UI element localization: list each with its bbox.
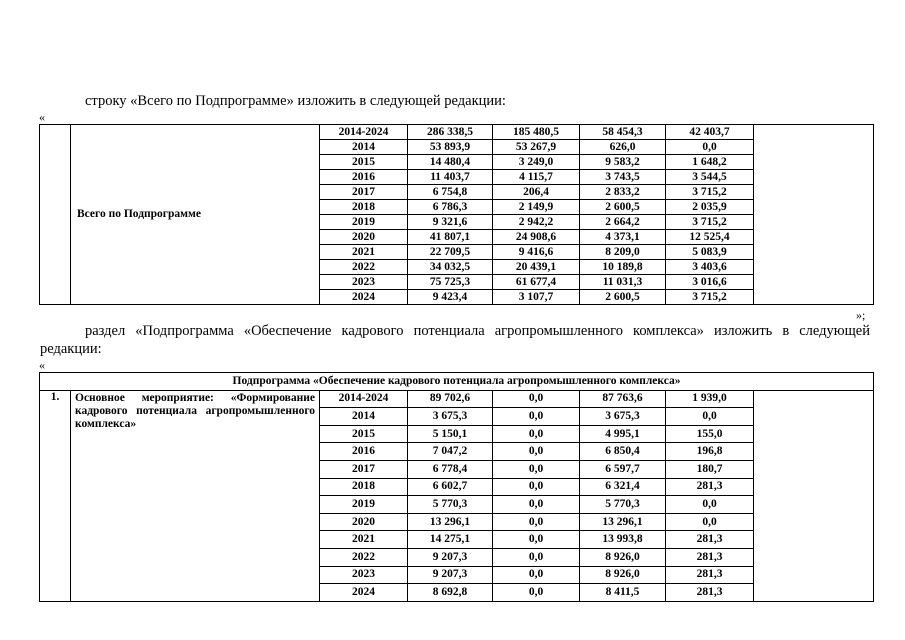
header-row — [40, 373, 874, 391]
value-cell: 10 189,8 — [580, 260, 666, 275]
value-cell: 3 715,2 — [666, 215, 754, 230]
year-cell: 2014-2024 — [320, 390, 408, 408]
total-label-cell: Всего по Подпрограмме — [71, 125, 320, 305]
table-row — [40, 125, 874, 140]
value-cell: 3 743,5 — [580, 170, 666, 185]
value-cell: 3 715,2 — [666, 290, 754, 305]
description-line: Основное мероприятие: — [75, 391, 214, 404]
year-cell: 2015 — [320, 155, 408, 170]
value-cell: 4 995,1 — [580, 425, 666, 443]
value-cell: 2 942,2 — [493, 215, 580, 230]
value-cell: 1 648,2 — [666, 155, 754, 170]
value-cell: 14 480,4 — [408, 155, 493, 170]
value-cell: 0,0 — [666, 496, 754, 514]
value-cell: 281,3 — [666, 478, 754, 496]
value-cell: 8 926,0 — [580, 548, 666, 566]
description-line: потенциала агропромышленного — [136, 404, 316, 417]
value-cell: 3 107,7 — [493, 290, 580, 305]
value-cell: 2 149,9 — [493, 200, 580, 215]
subprogram-header-cell: Подпрограмма «Обеспечение кадрового потенциала агропромышленного комплекса» — [40, 373, 874, 391]
value-cell: 0,0 — [493, 460, 580, 478]
value-cell: 180,7 — [666, 460, 754, 478]
value-cell: 8 209,0 — [580, 245, 666, 260]
value-cell: 0,0 — [493, 496, 580, 514]
value-cell: 11 403,7 — [408, 170, 493, 185]
table-row — [40, 390, 874, 408]
value-cell: 8 411,5 — [580, 584, 666, 602]
section-text: раздел «Подпрограмма «Обеспечение кадрового потенциала агропромышленного комплекса» изложить в следующей редакции: — [40, 323, 870, 357]
value-cell: 5 770,3 — [580, 496, 666, 514]
year-cell: 2014 — [320, 408, 408, 426]
value-cell: 24 908,6 — [493, 230, 580, 245]
value-cell: 22 709,5 — [408, 245, 493, 260]
value-cell: 6 602,7 — [408, 478, 493, 496]
empty-cell — [754, 125, 874, 305]
value-cell: 0,0 — [493, 425, 580, 443]
description-line: комплекса» — [75, 417, 137, 430]
value-cell: 6 850,4 — [580, 443, 666, 461]
value-cell: 75 725,3 — [408, 275, 493, 290]
year-cell: 2020 — [320, 230, 408, 245]
year-cell: 2020 — [320, 513, 408, 531]
year-cell: 2023 — [320, 566, 408, 584]
value-cell: 3 544,5 — [666, 170, 754, 185]
year-cell: 2017 — [320, 460, 408, 478]
value-cell: 2 600,5 — [580, 290, 666, 305]
value-cell: 2 664,2 — [580, 215, 666, 230]
value-cell: 185 480,5 — [493, 125, 580, 140]
value-cell: 0,0 — [666, 408, 754, 426]
value-cell: 9 321,6 — [408, 215, 493, 230]
description-line: «Формирование кадрового — [75, 391, 315, 417]
activity-description-cell — [71, 390, 320, 601]
year-cell: 2023 — [320, 275, 408, 290]
value-cell: 20 439,1 — [493, 260, 580, 275]
staff-potential-subprogram-table — [39, 372, 874, 602]
year-cell: 2018 — [320, 478, 408, 496]
value-cell: 58 454,3 — [580, 125, 666, 140]
value-cell: 0,0 — [493, 513, 580, 531]
value-cell: 2 833,2 — [580, 185, 666, 200]
year-cell: 2014 — [320, 140, 408, 155]
value-cell: 5 150,1 — [408, 425, 493, 443]
value-cell: 9 416,6 — [493, 245, 580, 260]
value-cell: 34 032,5 — [408, 260, 493, 275]
value-cell: 7 047,2 — [408, 443, 493, 461]
value-cell: 53 267,9 — [493, 140, 580, 155]
value-cell: 3 715,2 — [666, 185, 754, 200]
year-cell: 2016 — [320, 443, 408, 461]
value-cell: 0,0 — [666, 140, 754, 155]
value-cell: 2 600,5 — [580, 200, 666, 215]
value-cell: 0,0 — [493, 566, 580, 584]
empty-cell — [754, 390, 874, 601]
value-cell: 53 893,9 — [408, 140, 493, 155]
value-cell: 0,0 — [493, 548, 580, 566]
year-cell: 2021 — [320, 245, 408, 260]
value-cell: 6 597,7 — [580, 460, 666, 478]
value-cell: 9 423,4 — [408, 290, 493, 305]
value-cell: 9 207,3 — [408, 548, 493, 566]
year-cell: 2024 — [320, 290, 408, 305]
value-cell: 0,0 — [493, 478, 580, 496]
year-cell: 2022 — [320, 260, 408, 275]
year-cell: 2022 — [320, 548, 408, 566]
value-cell: 61 677,4 — [493, 275, 580, 290]
value-cell: 8 926,0 — [580, 566, 666, 584]
value-cell: 155,0 — [666, 425, 754, 443]
value-cell: 196,8 — [666, 443, 754, 461]
value-cell: 5 083,9 — [666, 245, 754, 260]
empty-cell — [40, 125, 71, 305]
closing-quote-1: »; — [856, 308, 866, 322]
value-cell: 12 525,4 — [666, 230, 754, 245]
value-cell: 281,3 — [666, 584, 754, 602]
value-cell: 0,0 — [493, 408, 580, 426]
value-cell: 9 583,2 — [580, 155, 666, 170]
value-cell: 3 675,3 — [408, 408, 493, 426]
year-cell: 2015 — [320, 425, 408, 443]
value-cell: 87 763,6 — [580, 390, 666, 408]
row-number-cell: 1. — [40, 390, 71, 601]
value-cell: 41 807,1 — [408, 230, 493, 245]
value-cell: 13 993,8 — [580, 531, 666, 549]
value-cell: 286 338,5 — [408, 125, 493, 140]
value-cell: 13 296,1 — [408, 513, 493, 531]
value-cell: 281,3 — [666, 531, 754, 549]
intro-paragraph: строку «Всего по Подпрограмме» изложить в следующей редакции: — [85, 93, 506, 109]
value-cell: 0,0 — [666, 513, 754, 531]
value-cell: 626,0 — [580, 140, 666, 155]
value-cell: 281,3 — [666, 548, 754, 566]
year-cell: 2016 — [320, 170, 408, 185]
value-cell: 0,0 — [493, 443, 580, 461]
value-cell: 0,0 — [493, 531, 580, 549]
value-cell: 6 321,4 — [580, 478, 666, 496]
value-cell: 3 675,3 — [580, 408, 666, 426]
opening-quote-2: « — [39, 358, 45, 372]
value-cell: 0,0 — [493, 390, 580, 408]
value-cell: 0,0 — [493, 584, 580, 602]
value-cell: 3 016,6 — [666, 275, 754, 290]
value-cell: 3 249,0 — [493, 155, 580, 170]
value-cell: 6 786,3 — [408, 200, 493, 215]
value-cell: 281,3 — [666, 566, 754, 584]
value-cell: 11 031,3 — [580, 275, 666, 290]
year-cell: 2018 — [320, 200, 408, 215]
value-cell: 8 692,8 — [408, 584, 493, 602]
value-cell: 9 207,3 — [408, 566, 493, 584]
year-cell: 2017 — [320, 185, 408, 200]
value-cell: 3 403,6 — [666, 260, 754, 275]
value-cell: 1 939,0 — [666, 390, 754, 408]
year-cell: 2024 — [320, 584, 408, 602]
year-cell: 2019 — [320, 496, 408, 514]
section-paragraph — [40, 322, 870, 358]
value-cell: 6 754,8 — [408, 185, 493, 200]
total-subprogram-table — [39, 124, 874, 305]
value-cell: 42 403,7 — [666, 125, 754, 140]
value-cell: 14 275,1 — [408, 531, 493, 549]
value-cell: 6 778,4 — [408, 460, 493, 478]
year-cell: 2014-2024 — [320, 125, 408, 140]
value-cell: 4 115,7 — [493, 170, 580, 185]
value-cell: 5 770,3 — [408, 496, 493, 514]
value-cell: 13 296,1 — [580, 513, 666, 531]
value-cell: 206,4 — [493, 185, 580, 200]
value-cell: 2 035,9 — [666, 200, 754, 215]
year-cell: 2019 — [320, 215, 408, 230]
value-cell: 89 702,6 — [408, 390, 493, 408]
opening-quote-1: « — [39, 110, 45, 124]
value-cell: 4 373,1 — [580, 230, 666, 245]
year-cell: 2021 — [320, 531, 408, 549]
